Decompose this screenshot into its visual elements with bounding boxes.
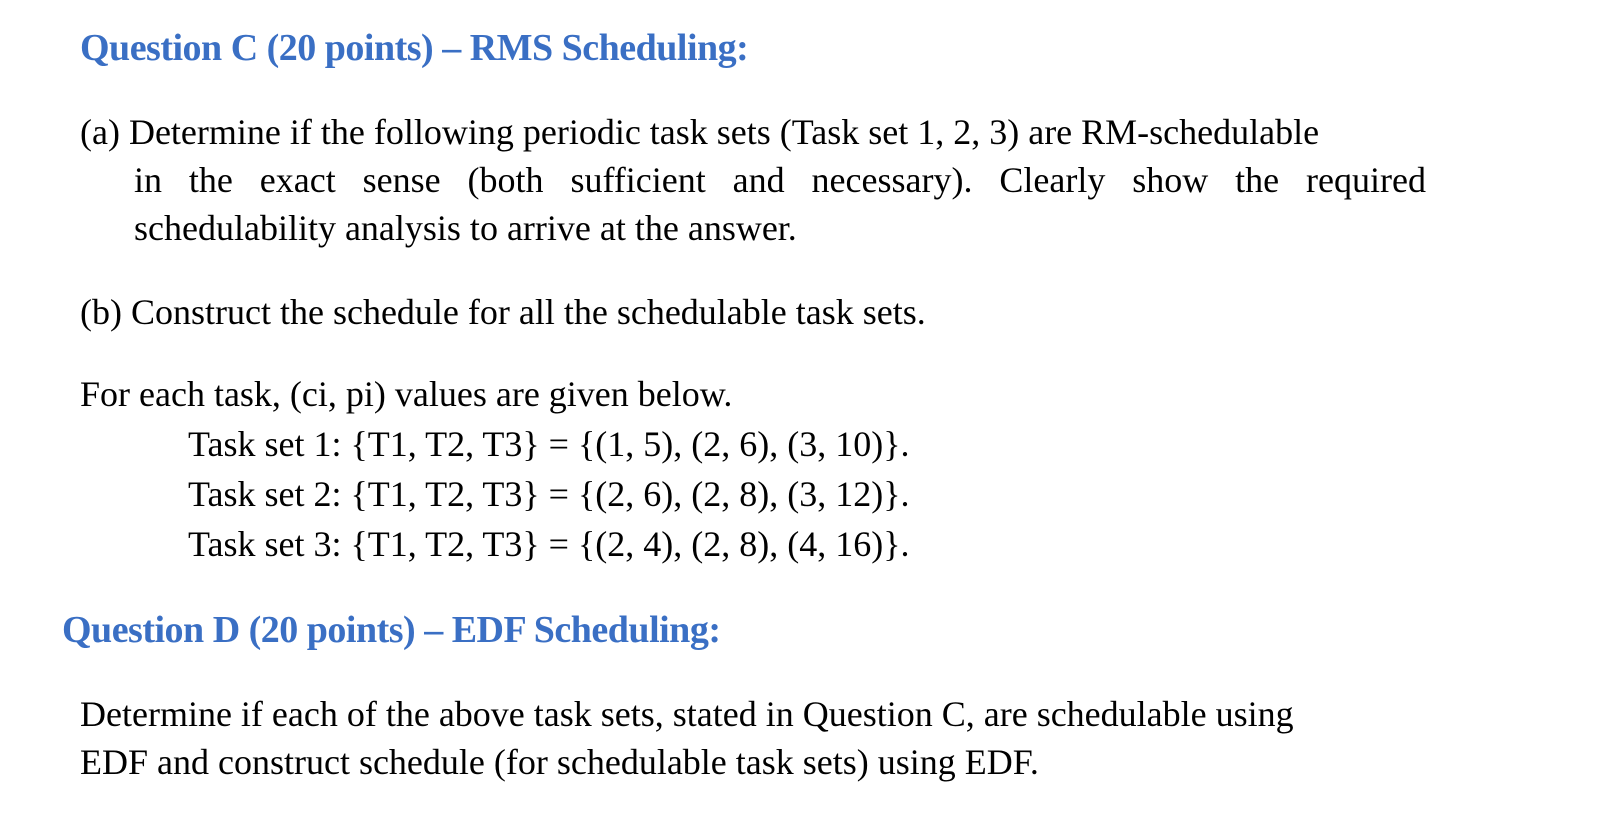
task-set-2: Task set 2: {T1, T2, T3} = {(2, 6), (2, 8), (3, 12)}.	[188, 474, 910, 514]
part-a-line-1: (a) Determine if the following periodic task sets (Task set 1, 2, 3) are RM-schedulable	[80, 112, 1320, 152]
question-d-line-2: EDF and construct schedule (for schedulable task sets) using EDF.	[80, 742, 1039, 782]
question-c-part-b: (b) Construct the schedule for all the schedulable task sets.	[80, 292, 926, 332]
part-a-line-3: schedulability analysis to arrive at the answer.	[134, 208, 797, 248]
task-set-3: Task set 3: {T1, T2, T3} = {(2, 4), (2, 8), (4, 16)}.	[188, 524, 910, 564]
task-values-intro: For each task, (ci, pi) values are given below.	[80, 374, 733, 414]
question-c-heading: Question C (20 points) – RMS Scheduling:	[80, 27, 749, 69]
question-d-heading: Question D (20 points) – EDF Scheduling:	[62, 609, 721, 651]
question-c-part-a	[80, 108, 1426, 252]
task-set-1: Task set 1: {T1, T2, T3} = {(1, 5), (2, 6), (3, 10)}.	[188, 424, 910, 464]
question-d-body	[80, 690, 1294, 786]
question-d-line-1: Determine if each of the above task sets, stated in Question C, are schedulable using	[80, 694, 1294, 734]
part-a-line-2: in the exact sense (both sufficient and necessary). Clearly show the required	[134, 160, 1426, 200]
